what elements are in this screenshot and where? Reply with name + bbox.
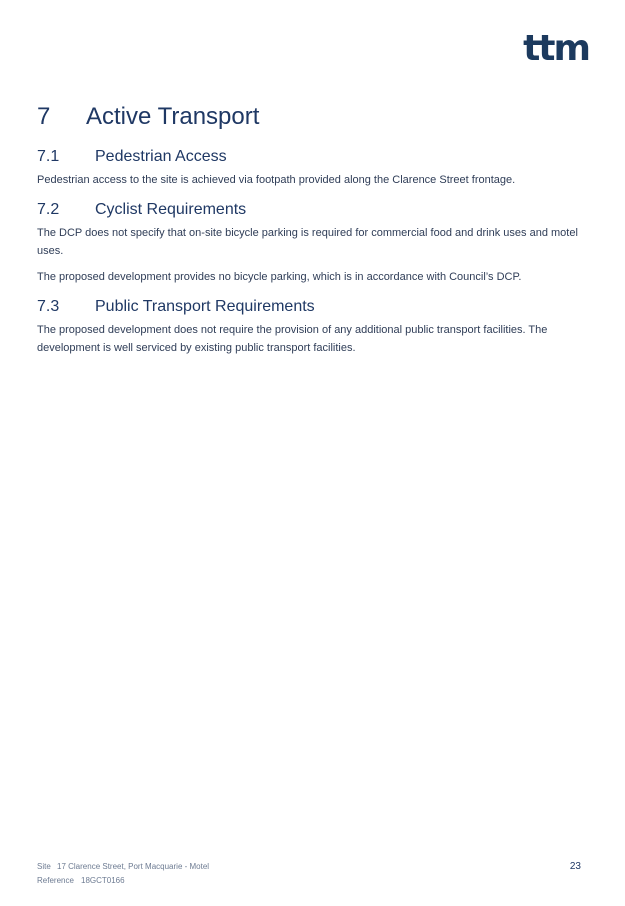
footer-reference-label: Reference bbox=[37, 876, 74, 885]
footer-site-label: Site bbox=[37, 862, 51, 871]
footer-reference-line bbox=[37, 874, 209, 888]
chapter-number: 7 bbox=[37, 103, 51, 130]
company-logo: ttm bbox=[523, 28, 589, 69]
section-heading-public-transport bbox=[37, 297, 315, 317]
footer-info bbox=[37, 860, 209, 888]
section-number: 7.2 bbox=[37, 201, 60, 218]
paragraph-public-transport: The proposed development does not require the provision of any additional public transport facilities. The development is well serviced by existing public transport facilities. bbox=[37, 324, 548, 354]
section-heading-pedestrian-access bbox=[37, 147, 227, 167]
section-number: 7.1 bbox=[37, 148, 60, 165]
paragraph-cyclist-parking: The proposed development provides no bicycle parking, which is in accordance with Council’s DCP. bbox=[37, 271, 522, 283]
paragraph-pedestrian-access: Pedestrian access to the site is achieved via footpath provided along the Clarence Street frontage. bbox=[37, 174, 516, 186]
section-title: Public Transport Requirements bbox=[95, 298, 315, 315]
chapter-title: Active Transport bbox=[86, 103, 260, 130]
footer-site-value: 17 Clarence Street, Port Macquarie - Motel bbox=[57, 862, 210, 871]
page-number: 23 bbox=[569, 861, 581, 872]
footer-reference-value: 18GCT0166 bbox=[81, 876, 125, 885]
section-title: Cyclist Requirements bbox=[95, 201, 247, 218]
chapter-heading bbox=[37, 101, 259, 133]
footer-site-line bbox=[37, 860, 209, 874]
section-heading-cyclist-requirements bbox=[37, 200, 246, 220]
section-number: 7.3 bbox=[37, 298, 60, 315]
paragraph-cyclist-dcp: The DCP does not specify that on-site bicycle parking is required for commercial food and drink uses and motel uses. bbox=[37, 227, 578, 257]
section-title: Pedestrian Access bbox=[95, 148, 227, 165]
